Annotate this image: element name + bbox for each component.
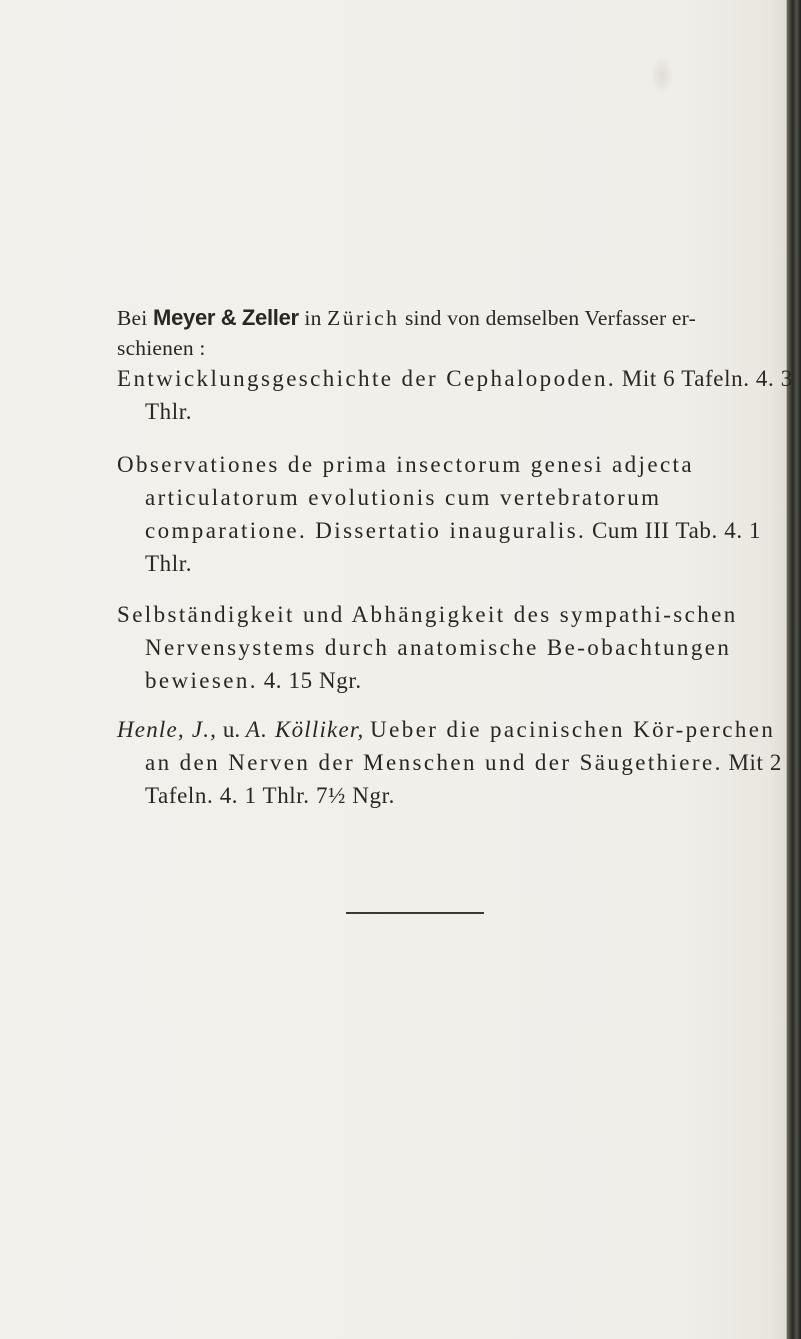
entry-meta: Cum III Tab. 4. 1 Thlr. [145, 518, 762, 576]
intro-rest: sind von demselben Verfasser er-schienen : [117, 306, 696, 360]
intro-lead: Bei [117, 306, 148, 330]
book-entry-pacinische-koerperchen [117, 713, 795, 812]
entry-meta: 4. 15 Ngr. [263, 668, 362, 693]
entry-title: Selbständigkeit und Abhängigkeit des sympathi-schen Nervensystems durch anatomische Be-obachtungen bewiesen. [117, 602, 738, 693]
entry-author-henle: Henle, J., [117, 717, 218, 742]
entry-meta: Mit 6 Tafeln. 4. 3 Thlr. [145, 366, 793, 424]
book-entry-cephalopoden [117, 362, 795, 428]
intro-in: in [304, 306, 322, 330]
book-entry-nervensystem [117, 598, 795, 697]
entry-author-koelliker: A. Kölliker, [245, 717, 365, 742]
entry-title: Observationes de prima insectorum genesi adjecta articulatorum evolutionis cum vertebratorum comparatione. Dissertatio inauguralis. [117, 452, 694, 543]
entry-title: Ueber die pacinischen Kör-perchen an den Nerven der Menschen und der Säugethiere. [145, 717, 776, 775]
entry-author-and: u. [222, 717, 241, 742]
book-entry-observationes [117, 448, 795, 580]
publisher-meyer: Meyer [153, 305, 216, 330]
paper-stain [650, 55, 674, 95]
publisher-amp: & [220, 305, 237, 330]
section-divider [346, 912, 484, 914]
intro-city: Zürich [327, 306, 400, 330]
entry-meta: Mit 2 Tafeln. 4. 1 Thlr. 7½ Ngr. [145, 750, 782, 808]
publisher-zeller: Zeller [241, 305, 299, 330]
publisher-intro [117, 303, 767, 363]
entry-title: Entwicklungsgeschichte der Cephalopoden. [117, 366, 617, 391]
